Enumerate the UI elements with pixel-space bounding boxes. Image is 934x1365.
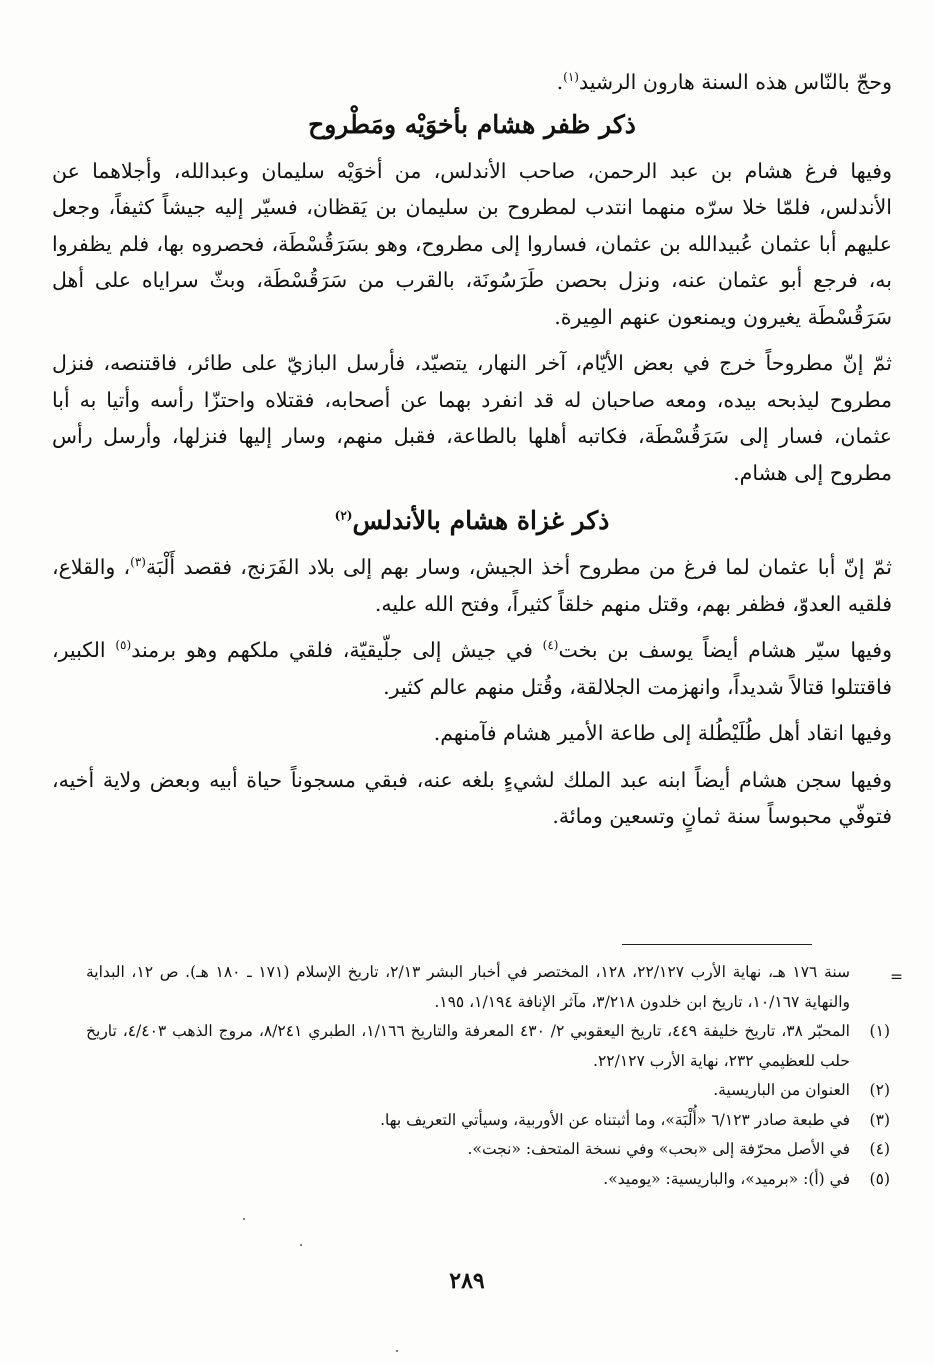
paragraph-3-part-b: ، والقلاع، فلقيه العدوّ، فظفر بهم، وقتل منهم خلقاً كثيراً، وفتح الله عليه. [52, 555, 892, 616]
footnote-ref-4: (٤) [542, 638, 559, 653]
footnote-5 [86, 1165, 890, 1195]
footnote-ref-5: (٥) [115, 638, 132, 653]
paragraph-3 [52, 549, 892, 622]
scan-speck [300, 1244, 302, 1246]
opening-line [52, 64, 892, 101]
footnote-number [850, 958, 890, 1017]
page-number: ٢٨٩ [449, 1268, 485, 1294]
footnote-text: في (أ): «برميد»، والباريسية: «يوميد». [603, 1169, 850, 1188]
paragraph-6: وفيها سجن هشام أيضاً ابنه عبد الملك لشيءٍ بلغه عنه، فبقي مسجوناً حياة أبيه وبعض ولاية أخيه، فتوفّي محبوساً سنة ثمانٍ وتسعين ومائة. [52, 767, 892, 828]
section-heading-2 [52, 501, 892, 541]
section-heading-1: ذكر ظفر هشام بأخوَيْه ومَطْروح [308, 109, 636, 139]
scan-speck [396, 1350, 398, 1352]
footnote-text: العنوان من الباريسية. [713, 1081, 850, 1099]
paragraph-5: وفيها انقاد أهل طُلَيْطُلة إلى طاعة الأمير هشام فآمنهم. [433, 721, 892, 745]
paragraph-4-part-a: وفيها سيّر هشام أيضاً يوسف بن بخت [558, 638, 892, 662]
footnote-text: سنة ١٧٦ هـ، نهاية الأرب ٢٢/١٢٧، ١٢٨، المختصر في أخبار البشر ٢/١٣، تاريخ الإسلام (١٧١ ـ ١٨٠ هـ). ص ١٢، البداية والنهاية ١٠/١٦٧، تاريخ ابن خلدون ٣/٢١٨، مآثر الإنافة ١/١٩٤، ١٩٥. [86, 963, 851, 1011]
paragraph-4-part-c: الكبير، فاقتتلوا قتالاً شديداً، وانهزمت الجلالقة، وقُتل منهم عالم كثير. [52, 638, 892, 699]
footnote-number: (١) [869, 1022, 890, 1040]
paragraph-4-part-b: في جيش إلى جلّيقيّة، فلقي ملكهم وهو برمند [131, 638, 543, 662]
footnote-3 [86, 1106, 890, 1136]
footnote-4 [86, 1135, 890, 1165]
footnote-continued [86, 958, 890, 1017]
footnote-text: في الأصل محرّفة إلى «بحب» وفي نسخة المتحف: «نجت». [467, 1140, 850, 1158]
footnote-ref-1: (١) [563, 70, 579, 85]
footnote-2 [86, 1076, 890, 1106]
footnote-number: (٤) [869, 1140, 890, 1158]
footnote-separator [622, 944, 812, 945]
paragraph-2: ثمّ إنّ مطروحاً خرج في بعض الأيّام، آخر النهار، يتصيّد، فأرسل البازيّ على طائر، فاقتنصه، فنزل مطروح ليذبحه بيده، ومعه صاحبان له قد انفرد بهما عن أصحابه، فقتلاه واحتزّا رأسه وأتيا به أبا عثمان، فسار إلى سَرَقُسْطَة، فكاتبه أهلها بالطاعة، فقبل منهم، وسار إليها فنزلها، وأرسل رأس مطروح إلى هشام. [52, 351, 892, 485]
footnote-text: المحبّر ٣٨، تاريخ خليفة ٤٤٩، تاريخ اليعقوبي ٢/ ٤٣٠ المعرفة والتاريخ ١/١٦٦، الطبري ٨/٢٤١، مروج الذهب ٤/٤٠٣، تاريخ حلب للعظيمي ٢٣٢، نهاية الأرب ٢٢/١٢٧. [86, 1022, 850, 1070]
main-text [52, 64, 892, 845]
paragraph-4 [52, 632, 892, 705]
footnote-1 [86, 1017, 890, 1076]
footnote-number: (٣) [869, 1110, 890, 1129]
footnote-ref-2: (٢) [334, 508, 353, 523]
footnote-ref-3: (٣) [130, 555, 146, 570]
paragraph-1: وفيها فرغ هشام بن عبد الرحمن، صاحب الأندلس، من أخوَيْه سليمان وعبدالله، وأجلاهما عن الأندلس، فلمّا خلا سرّه منهما انتدب لمطروح بن سليمان بن يَقظان، فسيّر إليه جيشاً كثيفاً، وجعل عليهم أبا عثمان عُبيدالله بن عثمان، فساروا إلى مطروح، وهو بسَرَقُسْطَة، فحصروه بها، فلم يظفروا به، فرجع أبو عثمان عنه، ونزل بحصن طَرَسُونَة، بالقرب من سَرَقُسْطَة، وبثّ سراياه على أهل سَرَقُسْطَة يغيرون ويمنعون عنهم المِيرة. [52, 158, 892, 329]
opening-line-text: وحجّ بالنّاس هذه السنة هارون الرشيد [578, 70, 892, 94]
footnote-text: في طبعة صادر ٦/١٢٣ «أُلْبَة»، وما أثبتناه عن الأوربية، وسيأتي التعريف بها. [380, 1110, 850, 1129]
footnote-number: (٥) [869, 1169, 890, 1188]
continuation-mark: = [890, 968, 903, 986]
section-heading-2-text: ذكر غزاة هشام بالأندلس [352, 506, 610, 535]
opening-line-end: . [556, 70, 564, 94]
footnote-number: (٢) [869, 1081, 890, 1099]
footnotes [86, 958, 890, 1194]
paragraph-3-part-a: ثمّ إنّ أبا عثمان لما فرغ من مطروح أخذ الجيش، وسار بهم إلى بلاد الفَرَنج، فقصد أَلْبَة [145, 555, 892, 579]
scan-speck [243, 1218, 245, 1220]
